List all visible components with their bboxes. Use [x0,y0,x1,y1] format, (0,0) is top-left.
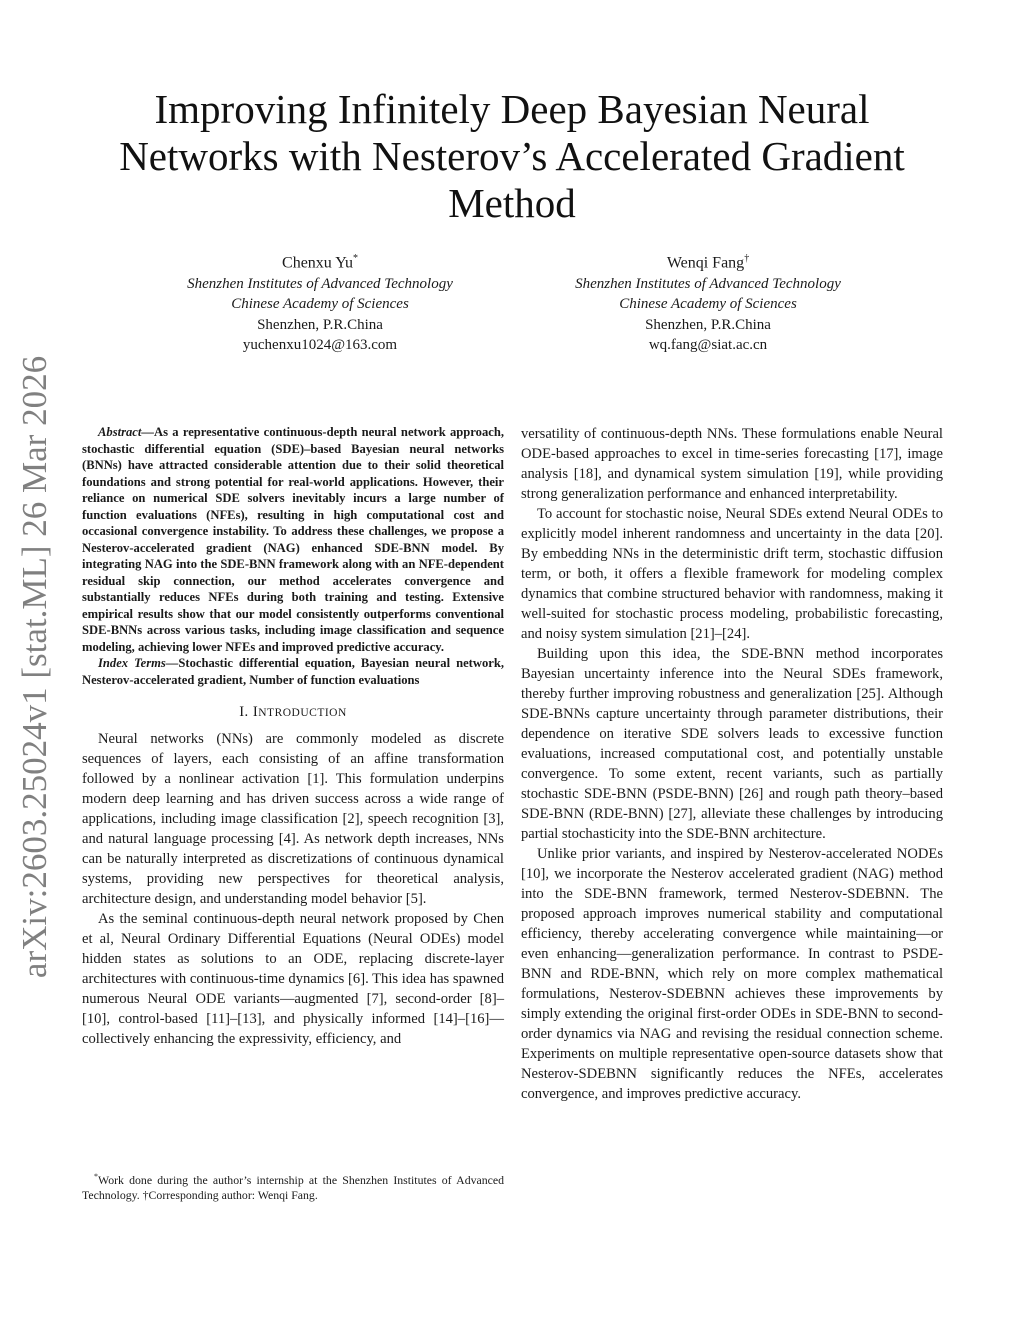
index-terms [82,655,504,688]
author-block-1 [130,249,510,356]
author-email: wq.fang@siat.ac.cn [648,337,768,354]
index-terms-text: Stochastic differential equation, Bayesian neural network, Nesterov-accelerated gradient, Number of function evaluations [82,656,504,687]
body-paragraph: To account for stochastic noise, Neural SDEs extend Neural ODEs to explicitly model inherent randomness and uncertainty in the data [20]. By embedding NNs in the deterministic drift term, stochastic diffusion term, or both, it offers a flexible framework for modeling complex dynamics that combine structured behavior with randomness, making it well-suited for stochastic process modeling, probabilistic forecasting, and noisy system simulation [21]–[24]. [521,506,943,642]
index-terms-label: Index Terms— [98,656,179,670]
right-column [521,424,943,1104]
author-name: Wenqi Fang† [666,253,750,272]
footnote: *Work done during the author’s internship at the Shenzhen Institutes of Advanced Technology. †Corresponding author: Wenqi Fang. [82,1172,504,1202]
author-affiliation: Chinese Academy of Sciences [231,296,409,313]
author-name: Chenxu Yu* [282,253,358,272]
author-location: Shenzhen, P.R.China [645,316,771,333]
author-affiliation: Shenzhen Institutes of Advanced Technology [187,275,453,292]
arxiv-sidebar-stamp [10,352,60,982]
abstract [82,424,504,655]
body-paragraph: Building upon this idea, the SDE-BNN method incorporates Bayesian uncertainty inference into the Neural SDEs framework, thereby further improving robustness and generalization [25]. Although SDE-BNNs capture uncertainty through parameter distributions, their dependence on iterative SDE solvers leads to excessive function evaluations, increased computational cost, and potentially unstable convergence. To some extent, recent variants, such as partially stochastic SDE-BNN (PSDE-BNN) [26] and rough path theory–based SDE-BNN (RDE-BNN) [27], alleviate these challenges by introducing partial stochasticity into the SDE-BNN architecture. [521,646,943,842]
body-paragraph: Neural networks (NNs) are commonly modeled as discrete sequences of layers, each consisting of an affine transformation followed by a nonlinear activation [1]. This formulation underpins modern deep learning and has driven success across a wide range of applications, including image classification [2], speech recognition [3], and natural language processing [4]. As network depth increases, NNs can be naturally interpreted as discretizations of continuous dynamical systems, providing new perspectives for theoretical analysis, architecture design, and understanding model behavior [5]. [82,731,504,907]
left-column [82,424,504,1049]
paper-title: Improving Infinitely Deep Bayesian Neural Networks with Nesterov’s Accelerated Gradient Method [119,86,905,226]
body-paragraph: As the seminal continuous-depth neural network proposed by Chen et al, Neural Ordinary Differential Equations (Neural ODEs) model hidden states as solutions to an ODE, replacing discrete-layer architectures with continuous-time dynamics [6]. This idea has spawned numerous Neural ODE variants—augmented [7], second-order [8]–[10], control-based [11]–[13], and physically informed [14]–[16]—collectively enhancing the expressivity, efficiency, and [82,911,504,1047]
section-heading: I. INTRODUCTION [239,704,347,720]
author-affiliation: Chinese Academy of Sciences [619,296,797,313]
arxiv-identifier: arXiv:2603.25024v1 [stat.ML] 26 Mar 2026 [15,355,54,979]
author-affiliation: Shenzhen Institutes of Advanced Technology [575,275,841,292]
body-paragraph: versatility of continuous-depth NNs. These formulations enable Neural ODE-based approaches to excel in time-series forecasting [17], image analysis [18], and dynamical system simulation [19], while providing strong generalization performance and enhanced interpretability. [521,426,943,502]
author-location: Shenzhen, P.R.China [257,316,383,333]
abstract-label: Abstract— [98,425,154,439]
author-block-2 [518,249,898,356]
author-email: yuchenxu1024@163.com [242,337,398,354]
abstract-text: As a representative continuous-depth neural network approach, stochastic differential equation (SDE)–based Bayesian neural networks (BNNs) have attracted considerable attention due to their solid theoretical foundations and strong potential for real-world applications. However, their reliance on numerical SDE solvers inevitably incurs a large number of function evaluations (NFEs), resulting in high computational cost and occasional convergence instability. To address these challenges, we propose a Nesterov-accelerated gradient (NAG) enhanced SDE-BNN model. By integrating NAG into the SDE-BNN framework along with an NFE-dependent residual skip connection, our method accelerates convergence and substantially reduces NFEs during both training and testing. Extensive empirical results show that our model consistently outperforms conventional SDE-BNNs across various tasks, including image classification and sequence modeling, achieving lower NFEs and improved predictive accuracy. [82,425,504,654]
body-paragraph: Unlike prior variants, and inspired by Nesterov-accelerated NODEs [10], we incorporate the Nesterov accelerated gradient (NAG) method into the SDE-BNN framework, termed Nesterov-SDEBNN. The proposed approach improves numerical stability and computational efficiency, thereby accelerating convergence while maintaining—or even enhancing—generalization performance. In contrast to PSDE-BNN and RDE-BNN, which rely on more complex mathematical formulations, Nesterov-SDEBNN achieves these improvements by simply extending the original first-order ODEs in SDE-BNN to second-order dynamics via NAG and revising the residual connection scheme. Experiments on multiple representative open-source datasets show that Nesterov-SDEBNN significantly reduces the NFEs, accelerates convergence, and improves predictive accuracy. [521,846,943,1102]
